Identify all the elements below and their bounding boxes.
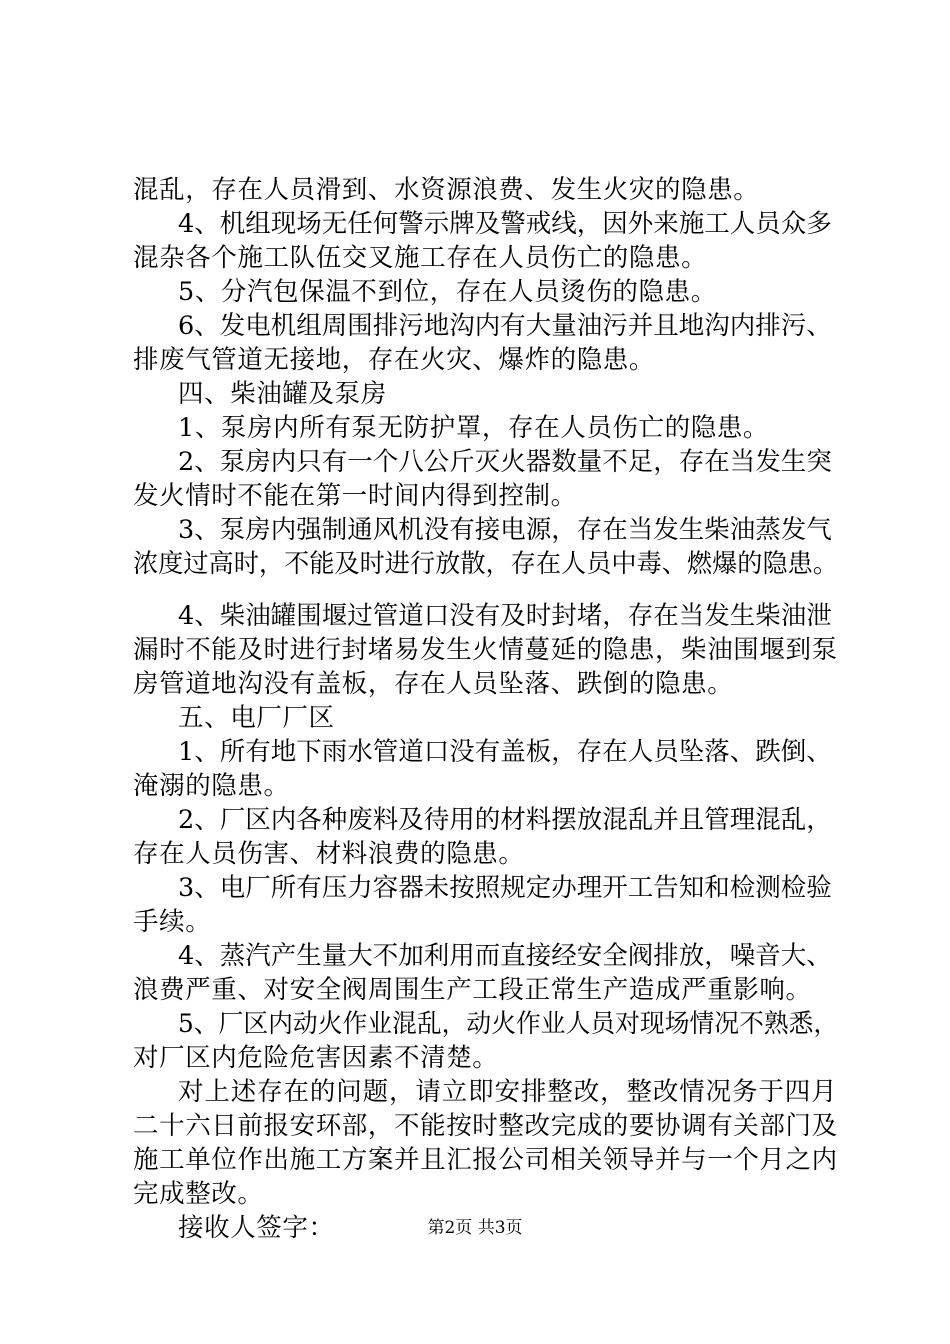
signature-label: 接收人签字： <box>178 1213 335 1243</box>
text-line: 存在人员伤害、材料浪费的隐患。 <box>133 839 525 869</box>
text-line: 4、机组现场无任何警示牌及警戒线，因外来施工人员众多 <box>178 209 832 239</box>
section-heading: 五、电厂厂区 <box>178 703 335 733</box>
text-line: 发火情时不能在第一时间内得到控制。 <box>133 481 577 511</box>
text-line: 浪费严重、对安全阀周围生产工段正常生产造成严重影响。 <box>133 975 812 1005</box>
text-line: 排废气管道无接地，存在火灾、爆炸的隐患。 <box>133 345 656 375</box>
text-line: 1、所有地下雨水管道口没有盖板，存在人员坠落、跌倒、 <box>178 737 832 767</box>
text-line: 淹溺的隐患。 <box>133 771 290 801</box>
text-line: 5、厂区内动火作业混乱，动火作业人员对现场情况不熟悉， <box>178 1009 839 1039</box>
text-line: 施工单位作出施工方案并且汇报公司相关领导并与一个月之内 <box>133 1145 838 1175</box>
text-line: 二十六日前报安环部，不能按时整改完成的要协调有关部门及 <box>133 1111 838 1141</box>
page-footer: 第2页 共3页 <box>427 1218 523 1238</box>
text-line: 5、分汽包保温不到位，存在人员烫伤的隐患。 <box>178 277 717 307</box>
text-line: 4、蒸汽产生量大不加利用而直接经安全阀排放，噪音大、 <box>178 941 832 971</box>
text-line: 浓度过高时，不能及时进行放散，存在人员中毒、燃爆的隐患。 <box>133 549 839 579</box>
text-line: 4、柴油罐围堰过管道口没有及时封堵，存在当发生柴油泄 <box>178 601 832 631</box>
text-line: 混杂各个施工队伍交叉施工存在人员伤亡的隐患。 <box>133 243 708 273</box>
text-line: 完成整改。 <box>133 1179 264 1209</box>
text-line: 对厂区内危险危害因素不清楚。 <box>133 1043 499 1073</box>
text-line: 混乱，存在人员滑到、水资源浪费、发生火灾的隐患。 <box>133 175 760 205</box>
text-line: 1、泵房内所有泵无防护罩，存在人员伤亡的隐患。 <box>178 413 770 443</box>
text-line: 手续。 <box>133 907 212 937</box>
text-line: 6、发电机组周围排污地沟内有大量油污并且地沟内排污、 <box>178 311 832 341</box>
text-line: 2、泵房内只有一个八公斤灭火器数量不足，存在当发生突 <box>178 447 832 477</box>
text-line: 3、电厂所有压力容器未按照规定办理开工告知和检测检验 <box>178 873 832 903</box>
text-line: 对上述存在的问题，请立即安排整改，整改情况务于四月 <box>178 1077 838 1107</box>
text-line: 漏时不能及时进行封堵易发生火情蔓延的隐患，柴油围堰到泵 <box>133 635 838 665</box>
text-line: 房管道地沟没有盖板，存在人员坠落、跌倒的隐患。 <box>133 669 734 699</box>
text-line: 2、厂区内各种废料及待用的材料摆放混乱并且管理混乱， <box>178 805 832 835</box>
section-heading: 四、柴油罐及泵房 <box>178 379 387 409</box>
text-line: 3、泵房内强制通风机没有接电源，存在当发生柴油蒸发气 <box>178 515 832 545</box>
